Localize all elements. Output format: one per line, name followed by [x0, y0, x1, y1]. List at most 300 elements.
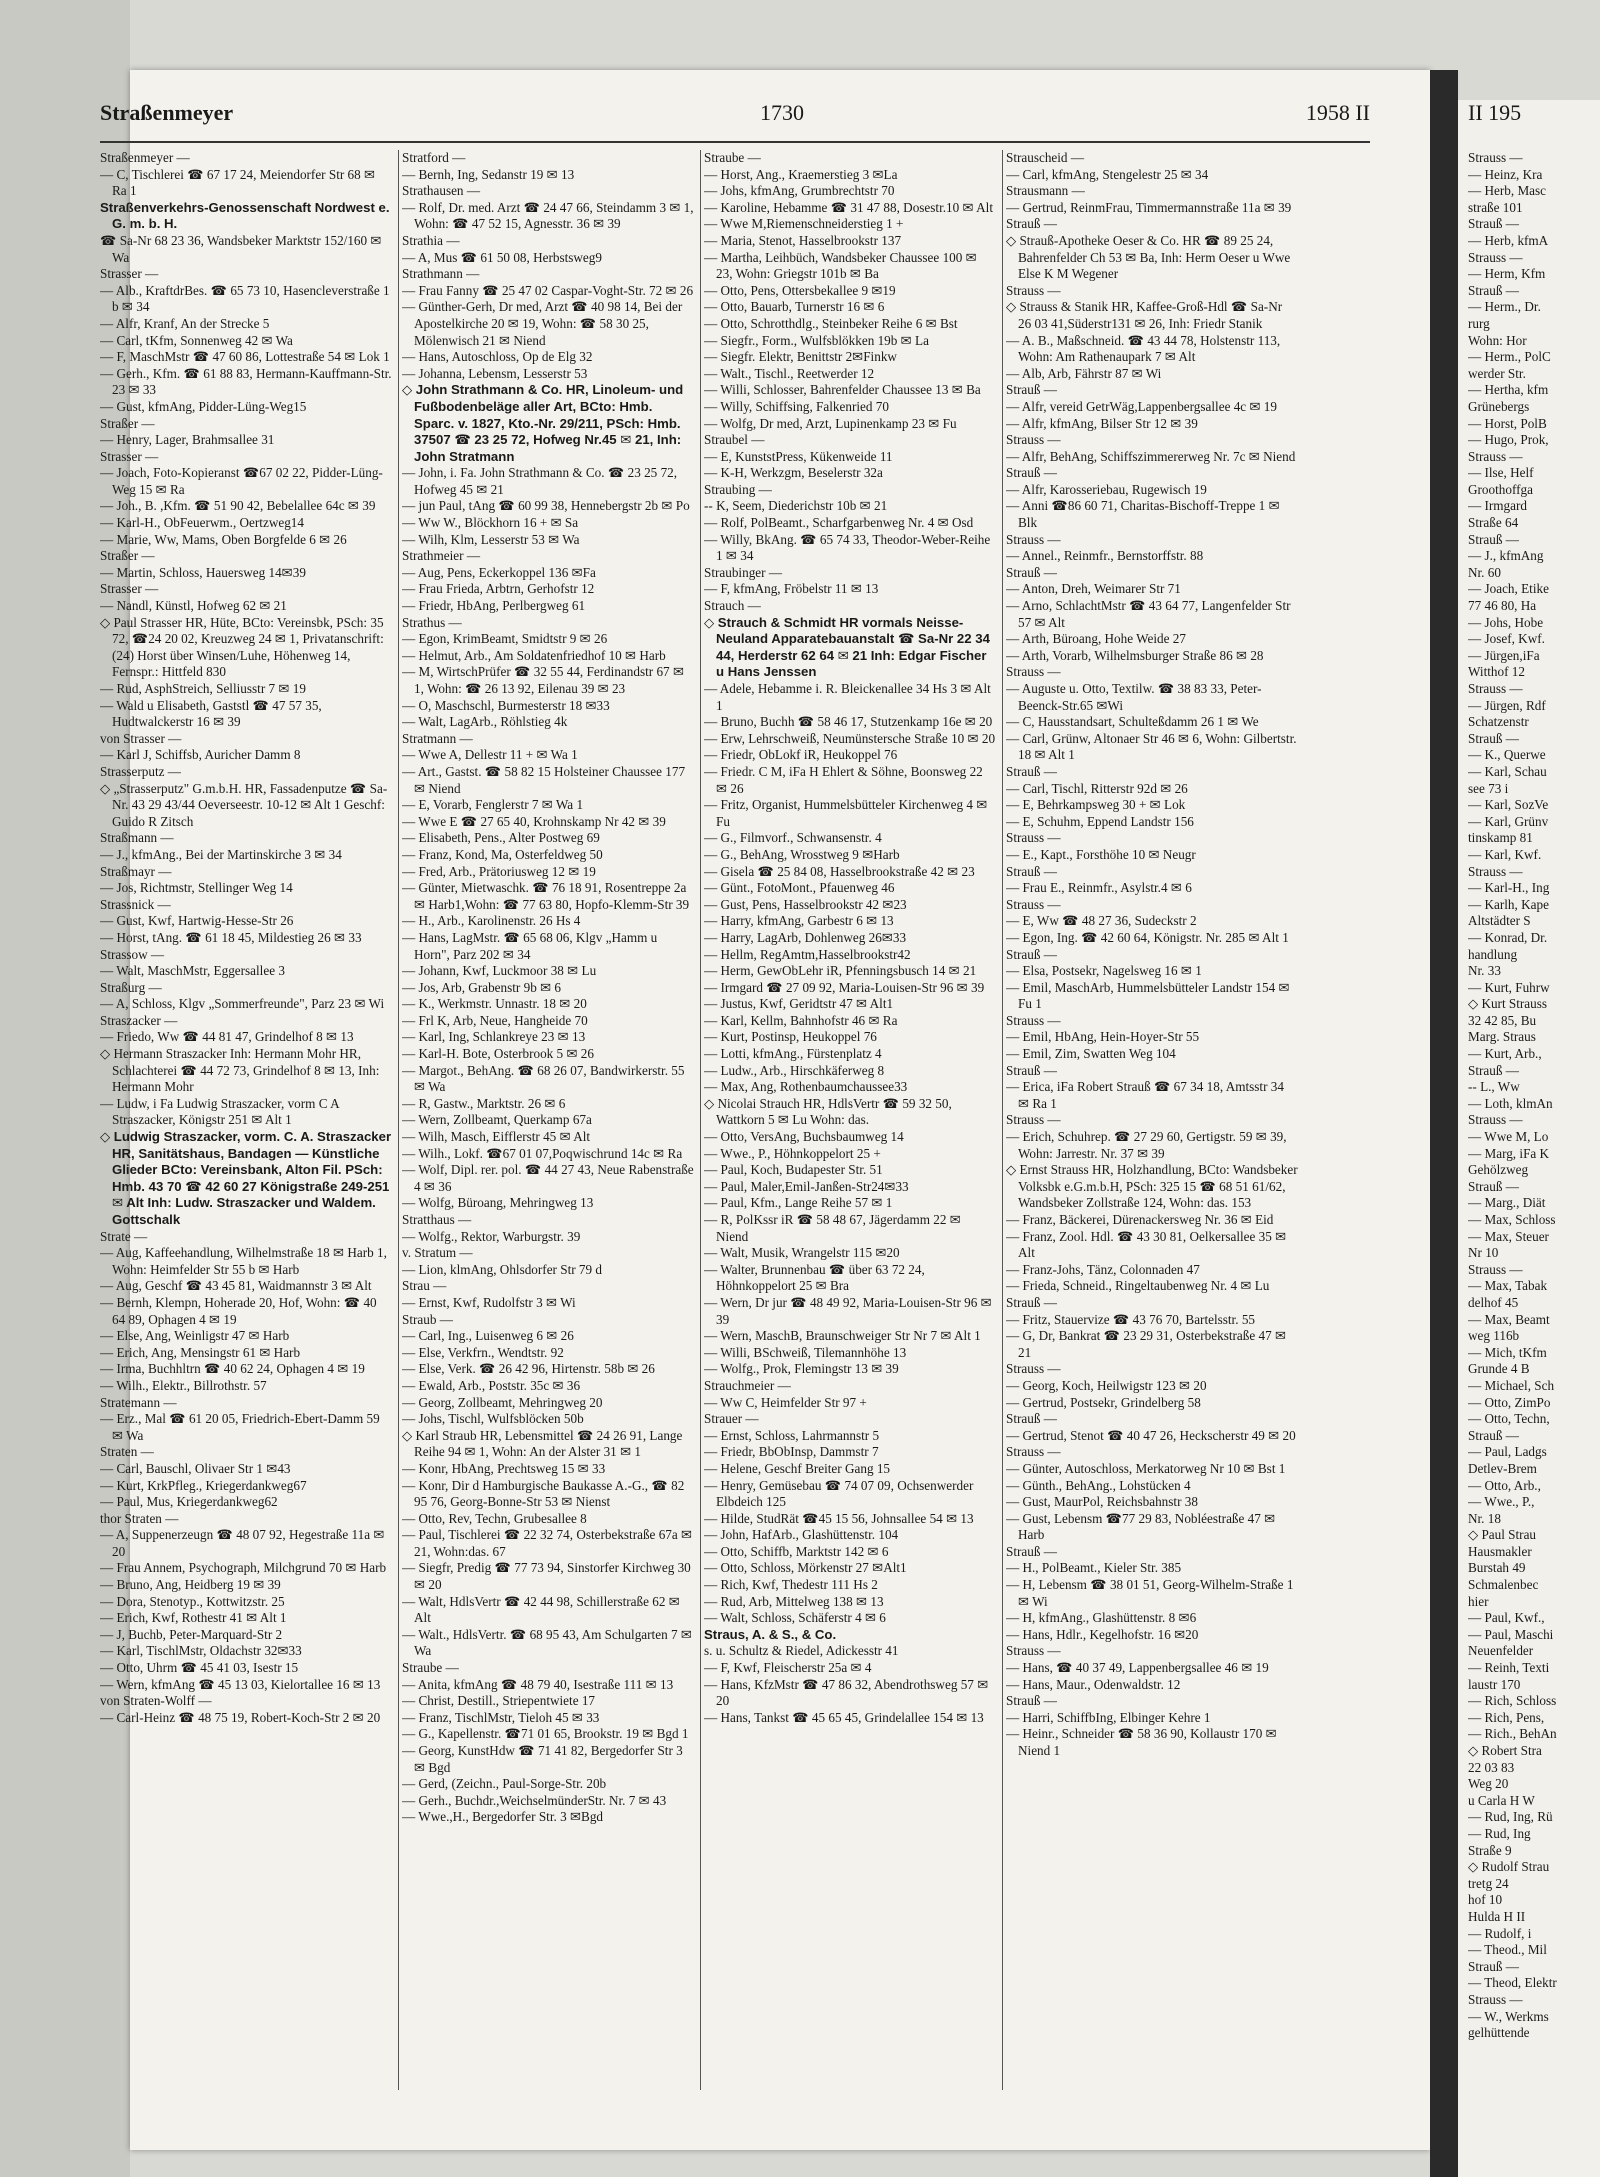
directory-entry: — Gust, Lebensm ☎77 29 83, Nobléestraße 47 ✉ Harb [1006, 1510, 1276, 1543]
adjacent-entry: — Max, Beamt [1468, 1311, 1550, 1327]
adjacent-entry: — J., kfmAng [1468, 548, 1544, 564]
adjacent-entry: — Loth, klmAn [1468, 1095, 1553, 1111]
directory-entry: — Karl, TischlMstr, Oldachstr 32✉33 [100, 1643, 302, 1659]
running-title: Straßenmeyer [100, 100, 234, 125]
adjacent-entry: — Rud, Ing, Rü [1468, 1809, 1553, 1825]
adjacent-entry: werder Str. [1468, 365, 1526, 381]
directory-entry: — Siegfr. Elektr, Benittstr 2✉Finkw [704, 349, 897, 365]
directory-entry: Strathmann — [402, 266, 480, 282]
directory-entry: — H, kfmAng., Glashüttenstr. 8 ✉6 [1006, 1610, 1197, 1626]
directory-entry: — John, i. Fa. John Strathmann & Co. ☎ 23 25 72, Hofweg 45 ✉ 21 [402, 465, 678, 497]
directory-entry: — A. B., Maßschneid. ☎ 43 44 78, Holstenstr 113, Wohn: Am Rathenaupark 7 ✉ Alt [1006, 332, 1281, 365]
adjacent-entry: Burstah 49 [1468, 1560, 1526, 1576]
directory-entry: — Frau E., Reinmfr., Asylstr.4 ✉ 6 [1006, 880, 1192, 896]
directory-entry: — Dora, Stenotyp., Kottwitzstr. 25 [100, 1593, 285, 1609]
directory-entry: — E, Vorarb, Fenglerstr 7 ✉ Wa 1 [402, 797, 584, 813]
directory-entry: — Heinr., Schneider ☎ 58 36 90, Kollaustr 170 ✉ Niend 1 [1006, 1726, 1277, 1758]
directory-entry: — Frau Annem, Psychograph, Milchgrund 70 ✉ Harb [100, 1560, 387, 1576]
directory-entry: Straube — [704, 150, 761, 165]
adjacent-entry: Wohn: Hor [1468, 332, 1527, 348]
directory-entry: — G., Kapellenstr. ☎71 01 65, Brookstr. 19 ✉ Bgd 1 [402, 1726, 689, 1742]
adjacent-entry: — Paul, Ladgs [1468, 1444, 1547, 1460]
directory-entry: — Karl-H. Bote, Osterbrook 5 ✉ 26 [402, 1046, 594, 1062]
directory-entry: — Elisabeth, Pens., Alter Postweg 69 [402, 830, 600, 846]
directory-entry: ◇ Paul Strasser HR, Hüte, BCto: Vereinsbk, PSch: 35 72, ☎24 20 02, Kreuzweg 24 ✉ 1, Privatanschrift: (24) Horst über Winsen/Luhe, Höhenweg 14, Fernspr.: Hittfeld 830 [100, 614, 384, 680]
directory-entry: Strasser — [100, 581, 159, 597]
directory-entry: — Ernst, Schloss, Lahrmannstr 5 [704, 1427, 880, 1443]
directory-entry: ◇ John Strathmann & Co. HR, Linoleum- und Fußbodenbeläge aller Art, BCto: Hmb. Sparc. v. 1827, Kto.-Nr. 29/211, PSch: Hmb. 37507 ☎ 23 25 72, Hofweg Nr.45 ✉ 21, Inh: John Stratmann [402, 382, 684, 464]
directory-entry: — Otto, Schiffb, Marktstr 142 ✉ 6 [704, 1543, 889, 1559]
directory-entry: Strauss — [1006, 1112, 1061, 1128]
adjacent-entry: — Jürgen,iFa [1468, 647, 1540, 663]
directory-entry: — Georg, Zollbeamt, Mehringweg 20 [402, 1394, 603, 1410]
directory-entry: Strauer — [704, 1411, 759, 1427]
adjacent-entry: Strauss — [1468, 681, 1523, 696]
directory-entry: — Erw, Lehrschweiß, Neumünstersche Straße 10 ✉ 20 [704, 730, 996, 746]
directory-entry: — Frau Fanny ☎ 25 47 02 Caspar-Voght-Str. 72 ✉ 26 [402, 282, 694, 298]
adjacent-entry: — Paul, Kwf., [1468, 1610, 1545, 1626]
directory-entry: — Walt, LagArb., Röhlstieg 4k [402, 714, 568, 730]
directory-entry: — Paul, Koch, Budapester Str. 51 [704, 1162, 883, 1178]
directory-entry: — Friedr, ObLokf iR, Heukoppel 76 [704, 747, 898, 763]
adjacent-page [1458, 100, 1600, 2177]
directory-entry: — Carl, Bauschl, Olivaer Str 1 ✉43 [100, 1460, 291, 1476]
directory-entry: Strauss — [1006, 1361, 1061, 1377]
directory-entry: Stratthaus — [402, 1212, 472, 1227]
adjacent-entry: — Karlh, Kape [1468, 896, 1549, 912]
directory-entry: — jun Paul, tAng ☎ 60 99 38, Hennebergstr 2b ✉ Po [402, 498, 690, 514]
directory-entry: — Wern, MaschB, Braunschweiger Str Nr 7 ✉ Alt 1 [704, 1328, 981, 1344]
directory-entry: — Franz, Zool. Hdl. ☎ 43 30 81, Oelkersallee 35 ✉ Alt [1006, 1228, 1287, 1261]
directory-entry: — Wolfg, Büroang, Mehringweg 13 [402, 1195, 594, 1211]
directory-entry: — J., kfmAng., Bei der Martinskirche 3 ✉ 34 [100, 846, 342, 862]
adjacent-entry: — Horst, PolB [1468, 415, 1547, 431]
directory-entry: — Rolf, Dr. med. Arzt ☎ 24 47 66, Steindamm 3 ✉ 1, Wohn: ☎ 47 52 15, Agnesstr. 36 ✉ 39 [402, 199, 694, 232]
directory-entry: — Henry, Lager, Brahmsallee 31 [100, 432, 275, 448]
directory-entry: — Gertrud, ReinmFrau, Timmermannstraße 11a ✉ 39 [1006, 199, 1292, 215]
directory-entry: — Hans, Maur., Odenwaldstr. 12 [1006, 1676, 1181, 1692]
directory-entry: Straten — [100, 1444, 154, 1460]
directory-entry: Strauss — [1006, 664, 1061, 680]
adjacent-entry: — Karl, SozVe [1468, 797, 1549, 813]
directory-entry: — A, Suppenerzeugn ☎ 48 07 92, Hegestraße 11a ✉ 20 [100, 1527, 385, 1559]
adjacent-entry: — Rich., BehAn [1468, 1726, 1557, 1742]
directory-entry: — Anita, kfmAng ☎ 48 79 40, Isestraße 111 ✉ 13 [402, 1676, 674, 1692]
directory-entry: — Karl, Kellm, Bahnhofstr 46 ✉ Ra [704, 1012, 898, 1028]
directory-entry: — Hans, Tankst ☎ 45 65 45, Grindelallee 154 ✉ 13 [704, 1709, 984, 1725]
adjacent-entry: Grunde 4 B [1468, 1361, 1530, 1377]
directory-entry: Strassnick — [100, 896, 171, 912]
directory-entry: — Else, Verk. ☎ 26 42 96, Hirtenstr. 58b ✉ 26 [402, 1361, 655, 1377]
directory-entry: — Gerh., Buchdr.,WeichselmünderStr. Nr. 7 ✉ 43 [402, 1792, 667, 1808]
adjacent-entry: Hausmakler [1468, 1543, 1532, 1559]
adjacent-entry: u Carla H W [1468, 1792, 1535, 1808]
adjacent-entry: hier [1468, 1593, 1489, 1609]
adjacent-entry: — Otto, Arb., [1468, 1477, 1541, 1493]
directory-entry: — H, Lebensm ☎ 38 01 51, Georg-Wilhelm-Straße 1 ✉ Wi [1006, 1577, 1294, 1609]
adjacent-entry: — Marg., Diät [1468, 1195, 1546, 1211]
directory-entry: Strauß — [1006, 1543, 1057, 1559]
directory-entry: -- K, Seem, Diederichstr 10b ✉ 21 [704, 498, 888, 514]
adjacent-entry: Strauss — [1468, 249, 1523, 265]
adjacent-entry: 32 42 85, Bu [1468, 1012, 1537, 1028]
directory-entry: — Horst, tAng. ☎ 61 18 45, Mildestieg 26 ✉ 33 [100, 929, 362, 945]
directory-entry: — Emil, HbAng, Hein-Hoyer-Str 55 [1006, 1029, 1200, 1045]
directory-entry: — Otto, Pens, Ottersbekallee 9 ✉19 [704, 282, 896, 298]
directory-entry: — Bernh, Ing, Sedanstr 19 ✉ 13 [402, 166, 575, 182]
adjacent-entry: gelhüttende [1468, 2025, 1530, 2041]
adjacent-entry: — Rud, Ing [1468, 1825, 1531, 1841]
directory-entry: — Friedr, HbAng, Perlbergweg 61 [402, 598, 586, 614]
directory-entry: — Art., Gastst. ☎ 58 82 15 Holsteiner Chaussee 177 ✉ Niend [402, 763, 686, 796]
directory-entry: Strauss — [1006, 282, 1061, 298]
directory-entry: ◇ Hermann Straszacker Inh: Hermann Mohr HR, Schlachterei ☎ 44 72 73, Grindelhof 8 ✉ 13, Inh: Hermann Mohr [100, 1046, 380, 1095]
directory-entry: ◇ Ludwig Straszacker, vorm. C. A. Straszacker HR, Sanitätshaus, Bandagen — Künstliche Glieder BCto: Vereinsbank, Alton Fil. PSch: Hmb. 43 70 ☎ 42 60 27 Königstraße 249-251 ✉ Alt Inh: Ludw. Straszacker und Waldem. Gottschalk [100, 1129, 392, 1227]
directory-entry: Straßer — [100, 548, 155, 564]
directory-entry: — Wwe E ☎ 27 65 40, Krohnskamp Nr 42 ✉ 39 [402, 813, 666, 829]
directory-entry: — Carl, Tischl, Ritterstr 92d ✉ 26 [1006, 780, 1188, 796]
adjacent-entry: Strauss — [1468, 150, 1523, 165]
directory-entry: — Henry, Gemüsebau ☎ 74 07 09, Ochsenwerder Elbdeich 125 [704, 1477, 974, 1510]
directory-entry: — Lion, klmAng, Ohlsdorfer Str 79 d [402, 1261, 602, 1277]
directory-entry: — Willy, BkAng. ☎ 65 74 33, Theodor-Weber-Reihe 1 ✉ 34 [704, 531, 991, 564]
directory-entry: — Aug, Kaffeehandlung, Wilhelmstraße 18 ✉ Harb 1, Wohn: Heimfelder Str 55 b ✉ Harb [100, 1245, 387, 1277]
directory-entry: — Rolf, PolBeamt., Scharfgarbenweg Nr. 4 ✉ Osd [704, 515, 974, 531]
adjacent-entry: — Karl, Schau [1468, 763, 1547, 779]
directory-entry: — C, Hausstandsart, Schulteßdamm 26 1 ✉ We [1006, 714, 1259, 730]
directory-entry: Strasser — [100, 266, 159, 282]
adjacent-entry: Marg. Straus [1468, 1029, 1536, 1045]
adjacent-entry: — Paul, Maschi [1468, 1626, 1554, 1642]
adjacent-entry: — Mich, tKfm [1468, 1344, 1547, 1360]
directory-entry: — Carl, Grünw, Altonaer Str 46 ✉ 6, Wohn: Gilbertstr. 18 ✉ Alt 1 [1006, 730, 1297, 763]
adjacent-entry: — Karl, Kwf. [1468, 846, 1542, 862]
directory-entry: — Alb, Arb, Fährstr 87 ✉ Wi [1006, 365, 1162, 381]
directory-entry: Strauss — [1006, 830, 1061, 846]
directory-entry: s. u. Schultz & Riedel, Adickesstr 41 [704, 1643, 899, 1659]
adjacent-entry: Strauss — [1468, 1112, 1523, 1128]
directory-entry: — Erica, iFa Robert Strauß ☎ 67 34 18, Amtsstr 34 ✉ Ra 1 [1006, 1079, 1284, 1111]
directory-entry: Strauch — [704, 598, 761, 614]
adjacent-entry: Weg 20 [1468, 1776, 1509, 1792]
directory-entry: Straszacker — [100, 1012, 178, 1028]
directory-entry: — Karl, Ing, Schlankreye 23 ✉ 13 [402, 1029, 586, 1045]
directory-entry: — Maria, Stenot, Hasselbrookstr 137 [704, 232, 902, 248]
directory-entry: — Hans, Autoschloss, Op de Elg 32 [402, 349, 593, 365]
directory-entry: Straßmayr — [100, 863, 172, 879]
adjacent-entry: — Jürgen, Rdf [1468, 697, 1546, 713]
adjacent-entry: tretg 24 [1468, 1875, 1509, 1891]
directory-entry: — Jos, Richtmstr, Stellinger Weg 14 [100, 880, 293, 896]
directory-entry: Strauß — [1006, 1062, 1057, 1078]
directory-entry: Strauß — [1006, 863, 1057, 879]
directory-entry: v. Stratum — [402, 1245, 473, 1261]
directory-entry: — Rud, AsphStreich, Selliusstr 7 ✉ 19 [100, 681, 306, 696]
directory-entry: — Alb., KraftdrBes. ☎ 65 73 10, Hasencleverstraße 1 b ✉ 34 [100, 282, 390, 315]
directory-entry: ◇ Nicolai Strauch HR, HdlsVertr ☎ 59 32 50, Wattkorn 5 ✉ Lu Wohn: das. [704, 1095, 952, 1128]
directory-entry: — Otto, Schrotthdlg., Steinbeker Reihe 6 ✉ Bst [704, 315, 958, 331]
directory-entry: — Wolfg., Rektor, Warburgstr. 39 [402, 1228, 581, 1244]
directory-entry: — Günther-Gerh, Dr med, Arzt ☎ 40 98 14, Bei der Apostelkirche 20 ✉ 19, Wohn: ☎ 58 30 25, Mölenwisch 21 ✉ Niend [402, 299, 683, 348]
directory-entry: — Johann, Kwf, Luckmoor 38 ✉ Lu [402, 963, 597, 979]
adjacent-entry: — Ilse, Helf [1468, 465, 1534, 481]
directory-entry: — Anni ☎86 60 71, Charitas-Bischoff-Treppe 1 ✉ Blk [1006, 498, 1280, 531]
adjacent-entry: Nr. 18 [1468, 1510, 1501, 1526]
adjacent-entry: Straße 64 [1468, 515, 1519, 531]
directory-entry: Strassow — [100, 946, 165, 962]
directory-entry: — Karoline, Hebamme ☎ 31 47 88, Dosestr.10 ✉ Alt [704, 199, 993, 215]
adjacent-entry: tinskamp 81 [1468, 830, 1533, 846]
column-divider [1002, 150, 1003, 2090]
directory-entry: — Else, Verkfrn., Wendtstr. 92 [402, 1344, 564, 1360]
column-divider [398, 150, 399, 2090]
directory-entry: — Hans, LagMstr. ☎ 65 68 06, Klgv „Hamm u Horn", Parz 202 ✉ 34 [402, 929, 658, 962]
adjacent-entry: see 73 i [1468, 780, 1509, 796]
adjacent-entry: Strauß — [1468, 216, 1519, 232]
directory-entry: — Rich, Kwf, Thedestr 111 Hs 2 [704, 1577, 878, 1593]
adjacent-entry: Neuenfelder [1468, 1643, 1534, 1659]
directory-entry: Strauß — [1006, 946, 1057, 962]
directory-entry: — Ww C, Heimfelder Str 97 + [704, 1394, 867, 1410]
adjacent-entry: Schatzenstr [1468, 714, 1529, 730]
directory-entry: — K., Werkmstr. Unnastr. 18 ✉ 20 [402, 996, 587, 1012]
directory-entry: Stratford — [402, 150, 466, 165]
adjacent-entry: straße 101 [1468, 199, 1523, 215]
directory-entry: — Willy, Schiffsing, Falkenried 70 [704, 398, 889, 414]
directory-entry: — Willi, Schlosser, Bahrenfelder Chaussee 13 ✉ Ba [704, 382, 981, 398]
directory-entry: — Johanna, Lebensm, Lesserstr 53 [402, 365, 588, 381]
adjacent-entry: ◇ Kurt Strauss [1468, 996, 1548, 1012]
directory-entry: Strausmann — [1006, 183, 1085, 199]
directory-entry: Strasser — [100, 448, 159, 464]
directory-entry: Strauß — [1006, 1294, 1057, 1310]
adjacent-entry: — Heinz, Kra [1468, 166, 1543, 182]
directory-entry: — Günth., BehAng., Lohstücken 4 [1006, 1477, 1191, 1493]
directory-column-1 [100, 150, 392, 2090]
directory-entry: — Egon, KrimBeamt, Smidtstr 9 ✉ 26 [402, 631, 608, 647]
directory-entry: — Annel., Reinmfr., Bernstorffstr. 88 [1006, 548, 1204, 564]
directory-entry: — Arth, Vorarb, Wilhelmsburger Straße 86 ✉ 28 [1006, 647, 1264, 663]
directory-entry: — Gust, Kwf, Hartwig-Hesse-Str 26 [100, 913, 294, 929]
directory-entry: ◇ Ernst Strauss HR, Holzhandlung, BCto: Wandsbeker Volksbk e.G.m.b.H, PSch: 325 15 ☎ 68 51 61/62, Wandsbeker Zollstraße 124, Wohn: das. 153 [1006, 1162, 1298, 1211]
directory-entry: — F, kfmAng, Fröbelstr 11 ✉ 13 [704, 581, 879, 597]
directory-entry: — F, Kwf, Fleischerstr 25a ✉ 4 [704, 1660, 872, 1676]
adjacent-entry: Strauss — [1468, 448, 1523, 464]
adjacent-entry: Strauß — [1468, 282, 1519, 298]
directory-column-4 [1006, 150, 1298, 2090]
adjacent-entry: Strauss — [1468, 1991, 1523, 2007]
directory-entry: — Friedr, BbObInsp, Dammstr 7 [704, 1444, 879, 1460]
directory-entry: — Paul, Maler,Emil-Janßen-Str24✉33 [704, 1178, 909, 1194]
directory-entry: — Hellm, RegAmtm,Hasselbrookstr42 [704, 946, 911, 962]
directory-entry: Strauß — [1006, 382, 1057, 398]
adjacent-entry: — Kurt, Fuhrw [1468, 979, 1550, 995]
adjacent-entry: — Max, Schloss [1468, 1212, 1556, 1227]
directory-entry: — H., Arb., Karolinenstr. 26 Hs 4 [402, 913, 581, 929]
directory-entry: — Otto, Schloss, Mörkenstr 27 ✉Alt1 [704, 1560, 907, 1576]
directory-entry: — Fritz, Organist, Hummelsbütteler Kirchenweg 4 ✉ Fu [704, 797, 988, 829]
directory-entry: — Aug, Pens, Eckerkoppel 136 ✉Fa [402, 564, 596, 580]
directory-entry: ◇ „Strasserputz" G.m.b.H. HR, Fassadenputze ☎ Sa-Nr. 43 29 43/44 Oeverseestr. 10-12 ✉ Alt 1 Geschf: Guido R Zitsch [100, 780, 388, 829]
directory-entry: — Wilh., Lokf. ☎67 01 07,Poqwischrund 14c ✉ Ra [402, 1145, 683, 1161]
directory-entry: — Georg, Koch, Heilwigstr 123 ✉ 20 [1006, 1377, 1207, 1393]
directory-entry: — Alfr, Karosseriebau, Rugewisch 19 [1006, 481, 1207, 497]
directory-entry: — Paul, Mus, Kriegerdankweg62 [100, 1494, 278, 1510]
directory-entry: Strauß — [1006, 216, 1057, 232]
directory-entry: ◇ Strauß-Apotheke Oeser & Co. HR ☎ 89 25 24, Bahrenfelder Ch 53 ✉ Ba, Inh: Herm Oeser u Wwe Else K M Wegener [1006, 232, 1291, 282]
directory-entry: — Kurt, KrkPfleg., Kriegerdankweg67 [100, 1477, 307, 1493]
directory-column-3 [704, 150, 996, 2090]
adjacent-entry: hof 10 [1468, 1892, 1503, 1908]
directory-entry: — M, WirtschPrüfer ☎ 32 55 44, Ferdinandstr 67 ✉ 1, Wohn: ☎ 26 13 92, Eilenau 39 ✉ 23 [402, 664, 684, 696]
directory-entry: — Walter, Brunnenbau ☎ über 63 72 24, Höhnkoppelort 25 ✉ Bra [704, 1261, 925, 1294]
directory-entry: — Martha, Leihbüch, Wandsbeker Chaussee 100 ✉ 23, Wohn: Griegstr 101b ✉ Ba [704, 249, 977, 282]
directory-entry: — Wolfg, Dr med, Arzt, Lupinenkamp 23 ✉ Fu [704, 415, 957, 431]
directory-entry: Straus, A. & S., & Co. [704, 1626, 837, 1642]
directory-entry: — Gust, Pens, Hasselbrookstr 42 ✉23 [704, 896, 907, 912]
directory-entry: — Bruno, Buchh ☎ 58 46 17, Stutzenkamp 16e ✉ 20 [704, 714, 993, 730]
directory-entry: — Walt, Musik, Wrangelstr 115 ✉20 [704, 1245, 900, 1261]
directory-entry: ◇ Strauss & Stanik HR, Kaffee-Groß-Hdl ☎ Sa-Nr 26 03 41,Süderstr131 ✉ 26, Inh: Friedr Stanik [1006, 299, 1283, 331]
directory-entry: — Carl, Ing., Luisenweg 6 ✉ 26 [402, 1328, 574, 1344]
adjacent-entry: — W., Werkms [1468, 2008, 1549, 2024]
directory-entry: — Otto, VersAng, Buchsbaumweg 14 [704, 1129, 904, 1145]
directory-entry: — R, Gastw., Marktstr. 26 ✉ 6 [402, 1095, 566, 1111]
directory-entry: — Ewald, Arb., Poststr. 35c ✉ 36 [402, 1377, 581, 1393]
directory-entry: — Harri, SchiffbIng, Elbinger Kehre 1 [1006, 1709, 1211, 1725]
directory-entry: — Herm, GewObLehr iR, Pfenningsbusch 14 ✉ 21 [704, 963, 977, 979]
adjacent-entry: — Karl, Grünv [1468, 813, 1549, 829]
directory-entry: — Justus, Kwf, Geridtstr 47 ✉ Alt1 [704, 996, 894, 1012]
directory-entry: ◇ Strauch & Schmidt HR vormals Neisse-Neuland Apparatebauanstalt ☎ Sa-Nr 22 34 44, Herderstr 62 64 ✉ 21 Inh: Edgar Fischer u Hans Jenssen [704, 614, 990, 680]
directory-entry: ◇ Karl Straub HR, Lebensmittel ☎ 24 26 91, Lange Reihe 94 ✉ 1, Wohn: An der Alster 31 ✉ 1 [402, 1427, 683, 1460]
directory-entry: Strauß — [1006, 1693, 1057, 1709]
book-gutter [1430, 70, 1458, 2177]
page-number: 1730 [760, 100, 804, 125]
directory-entry: Straub — [402, 1311, 453, 1327]
directory-entry: von Strasser — [100, 730, 182, 746]
directory-entry: Strauss — [1006, 531, 1061, 547]
directory-entry: — Alfr, Kranf, An der Strecke 5 [100, 315, 270, 331]
adjacent-entry: — Otto, ZimPo [1468, 1394, 1551, 1410]
directory-entry: — Jos, Arb, Grabenstr 9b ✉ 6 [402, 979, 562, 995]
directory-entry: — Joach, Foto-Kopieranst ☎67 02 22, Pidder-Lüng-Weg 15 ✉ Ra [100, 465, 383, 497]
directory-entry: — Gertrud, Postsekr, Grindelberg 58 [1006, 1394, 1201, 1410]
directory-entry: Strauss — [1006, 1643, 1061, 1659]
directory-entry: — Bernh, Klempn, Hoherade 20, Hof, Wohn: ☎ 40 64 89, Ophagen 4 ✉ 19 [100, 1294, 377, 1327]
directory-entry: Strauss — [1006, 432, 1061, 448]
adjacent-entry: — Joach, Etike [1468, 581, 1549, 597]
directory-entry: — Emil, MaschArb, Hummelsbütteler Landstr 154 ✉ Fu 1 [1006, 979, 1290, 1012]
directory-entry: — Fritz, Stauervize ☎ 43 76 70, Bartelsstr. 55 [1006, 1311, 1256, 1327]
directory-entry: — Paul, Kfm., Lange Reihe 57 ✉ 1 [704, 1195, 893, 1211]
directory-entry: — A, Mus ☎ 61 50 08, Herbstsweg9 [402, 249, 602, 265]
adjacent-entry: — Wwe., P., [1468, 1494, 1535, 1510]
adjacent-entry: -- L., Ww [1468, 1079, 1520, 1095]
directory-entry: — Joh., B. ,Kfm. ☎ 51 90 42, Bebelallee 64c ✉ 39 [100, 498, 376, 514]
directory-entry: — Christ, Destill., Striepentwiete 17 [402, 1693, 596, 1709]
adjacent-entry: Grünebergs [1468, 398, 1530, 414]
directory-entry: — Wwe., P., Höhnkoppelort 25 + [704, 1145, 881, 1161]
directory-entry: — Karl J, Schiffsb, Auricher Damm 8 [100, 747, 301, 763]
directory-entry: — Hans, KfzMstr ☎ 47 86 32, Abendrothsweg 57 ✉ 20 [704, 1676, 989, 1709]
directory-entry: — Helene, Geschf Breiter Gang 15 [704, 1460, 891, 1476]
adjacent-entry: — Irmgard [1468, 498, 1527, 514]
adjacent-entry: rurg [1468, 315, 1490, 331]
directory-entry: — G., Filmvorf., Schwansenstr. 4 [704, 830, 882, 846]
directory-entry: — G., BehAng, Wrosstweg 9 ✉Harb [704, 846, 900, 862]
directory-entry: — Gisela ☎ 25 84 08, Hasselbrookstraße 42 ✉ 23 [704, 863, 975, 879]
directory-entry: — Erich, Schuhrep. ☎ 27 29 60, Gertigstr. 59 ✉ 39, Wohn: Jarrestr. Nr. 37 ✉ 39 [1006, 1129, 1287, 1161]
adjacent-entry: — Wwe M, Lo [1468, 1129, 1549, 1145]
directory-entry: ☎ Sa-Nr 68 23 36, Wandsbeker Marktstr 152/160 ✉ Wa [100, 232, 382, 265]
adjacent-entry: handlung [1468, 946, 1518, 962]
directory-entry: — Wilh., Elektr., Billrothstr. 57 [100, 1377, 267, 1393]
directory-entry: Straubinger — [704, 564, 783, 580]
directory-entry: — Carl, tKfm, Sonnenweg 42 ✉ Wa [100, 332, 293, 348]
directory-entry: — Wald u Elisabeth, Gaststl ☎ 47 57 35, Hudtwalckerstr 16 ✉ 39 [100, 697, 322, 730]
directory-entry: — Helmut, Arb., Am Soldatenfriedhof 10 ✉ Harb [402, 647, 666, 663]
adjacent-entry: — Max, Tabak [1468, 1278, 1548, 1294]
directory-entry: — F, MaschMstr ☎ 47 60 86, Lottestraße 54 ✉ Lok 1 [100, 349, 390, 365]
directory-entry: — Willi, BSchweiß, Tilemannhöhe 13 [704, 1344, 907, 1360]
directory-entry: — Fred, Arb., Prätoriusweg 12 ✉ 19 [402, 863, 596, 879]
directory-entry: — Egon, Ing. ☎ 42 60 64, Königstr. Nr. 285 ✉ Alt 1 [1006, 929, 1289, 945]
directory-entry: — Ludw, i Fa Ludwig Straszacker, vorm C A Straszacker, Königstr 251 ✉ Alt 1 [100, 1095, 339, 1128]
directory-entry: — O, Maschschl, Burmesterstr 18 ✉33 [402, 697, 610, 713]
directory-entry: — Horst, Ang., Kraemerstieg 3 ✉La [704, 166, 898, 182]
adjacent-entry: — Josef, Kwf. [1468, 631, 1545, 647]
adjacent-entry: ◇ Robert Stra [1468, 1743, 1542, 1758]
directory-entry: Stratmann — [402, 730, 473, 746]
directory-entry: Strasserputz — [100, 763, 181, 779]
directory-entry: — Alfr, BehAng, Schiffszimmererweg Nr. 7c ✉ Niend [1006, 448, 1296, 464]
directory-entry: — Wolf, Dipl. rer. pol. ☎ 44 27 43, Neue Rabenstraße 4 ✉ 36 [402, 1162, 694, 1194]
directory-entry: — Günter, Mietwaschk. ☎ 76 18 91, Rosentreppe 2a ✉ Harb1,Wohn: ☎ 77 63 80, Hopfo-Klemm-Str 39 [402, 880, 690, 912]
directory-entry: Strauss — [1006, 896, 1061, 912]
adjacent-entry: — Reinh, Texti [1468, 1660, 1550, 1676]
header-rule [100, 141, 1370, 143]
adjacent-entry: Nr 10 [1468, 1245, 1499, 1261]
directory-entry: — Irmgard ☎ 27 09 92, Maria-Louisen-Str 96 ✉ 39 [704, 979, 985, 995]
adjacent-entry: Strauß — [1468, 1062, 1519, 1078]
directory-entry: Strathus — [402, 614, 462, 630]
adjacent-entry: Altstädter S [1468, 913, 1531, 929]
adjacent-entry: — Konrad, Dr. [1468, 929, 1548, 945]
adjacent-entry: weg 116b [1468, 1328, 1520, 1344]
adjacent-entry: — Rich, Schloss [1468, 1693, 1557, 1709]
directory-entry: — Johs, kfmAng, Grumbrechtstr 70 [704, 183, 895, 199]
directory-entry: — Konr, Dir d Hamburgische Baukasse A.-G., ☎ 82 95 76, Georg-Bonne-Str 53 ✉ Nienst [402, 1477, 685, 1510]
directory-entry: — Frl K, Arb, Neue, Hangheide 70 [402, 1012, 588, 1028]
directory-entry: Strauscheid — [1006, 150, 1085, 165]
directory-entry: — Alfr, vereid GetrWäg,Lappenbergsallee 4c ✉ 19 [1006, 398, 1277, 414]
directory-entry: — Elsa, Postsekr, Nagelsweg 16 ✉ 1 [1006, 963, 1202, 979]
adjacent-entry: Gehölzweg [1468, 1162, 1529, 1178]
adjacent-entry: — Max, Steuer [1468, 1228, 1549, 1244]
adjacent-entry: — Theod, Elektr [1468, 1975, 1557, 1991]
adjacent-entry: — Theod., Mil [1468, 1942, 1547, 1958]
directory-entry: — Frau Frieda, Arbtrn, Gerhofstr 12 [402, 581, 595, 597]
directory-entry: Strauß — [1006, 564, 1057, 580]
directory-entry: Straßmann — [100, 830, 174, 846]
directory-entry: — Alfr, kfmAng, Bilser Str 12 ✉ 39 [1006, 415, 1198, 431]
directory-entry: — Franz, Bäckerei, Dürenackersweg Nr. 36 ✉ Eid [1006, 1212, 1274, 1227]
directory-entry: — Walt, MaschMstr, Eggersallee 3 [100, 963, 285, 979]
directory-entry: — Adele, Hebamme i. R. Bleickenallee 34 Hs 3 ✉ Alt 1 [704, 681, 991, 713]
adjacent-entry: Strauss — [1468, 863, 1523, 879]
directory-entry: — Ludw., Arb., Hirschkäferweg 8 [704, 1062, 885, 1078]
